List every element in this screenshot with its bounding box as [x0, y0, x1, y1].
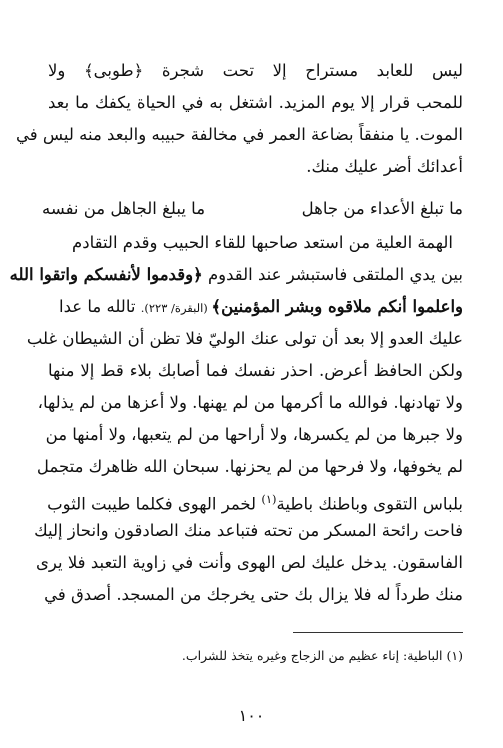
text-line: فاحت رائحة المسكر من تحته فتباعد منك الصادقون وانحاز إليك — [34, 521, 463, 540]
text-line: الفاسقون. يدخل عليك لص الهوى وأنت في زاوية التعبد فلا يرى — [35, 553, 463, 572]
text-line: للمحب قرار إلا يوم المزيد. اشتغل به في الحياة يكفك ما بعد — [48, 93, 463, 112]
text-line: ولا جبرها من لم يكسرها، ولا أراحها من لم يتعبها، ولا أمنها من — [45, 425, 463, 444]
verse-right-hemistich: ما تبلغ الأعداء من جاهل — [301, 199, 463, 218]
text-line — [9, 260, 463, 290]
footnote-divider — [293, 632, 463, 633]
text-line: ليس للعابد مستراح إلا تحت شجرة ﴿طوبى﴾ ولا — [48, 61, 463, 80]
quran-verse: واعلموا أنكم ملاقوه وبشر المؤمنين﴾ — [211, 297, 463, 316]
text-line: ولا تهادنها. فوالله ما أكرمها من لم يهنها. ولا أعزها من لم يذلها، — [37, 393, 463, 412]
text-line: لم يخوفها، ولا فرحها من لم يحزنها. سبحان الله ظاهرك متجمل — [36, 457, 463, 476]
text-line: منك طرداً له فلا يزال بك حتى يخرجك من المسجد. أصدق في — [44, 585, 463, 604]
quran-verse: ﴿وقدموا لأنفسكم واتقوا الله — [9, 265, 203, 284]
text-line: الموت. يا منفقاً بضاعة العمر في مخالفة حبيبه والبعد منه ليس في — [15, 125, 463, 144]
text-line — [48, 292, 463, 322]
text-run: تالله ما عدا — [59, 297, 141, 316]
text-run: بين يدي الملتقى فاستبشر عند القدوم — [202, 265, 463, 284]
text-run: لخمر الهوى فكلما طيبت الثوب — [47, 494, 262, 514]
footnote: (١) الباطية: إناء عظيم من الزجاج وغيره يتخذ للشراب. — [181, 648, 463, 663]
text-line — [48, 484, 463, 514]
text-run: بلباس التقوى وباطنك باطية — [276, 494, 463, 514]
text-line: الهمة العلية من استعد صاحبها للقاء الحبيب وقدم التقادم — [72, 233, 453, 252]
text-line: ولكن الحافظ أعرض. احذر نفسك فما أصابك بلاء قط إلا منها — [48, 361, 463, 380]
text-line: عليك العدو إلا بعد أن تولى عنك الوليّ فلا تظن أن الشيطان غلب — [26, 329, 463, 348]
page-number: ١٠٠ — [238, 706, 265, 725]
footnote-marker: (١) — [261, 492, 277, 506]
verse-left-hemistich: ما يبلغ الجاهل من نفسه — [42, 199, 206, 218]
verse-reference: (البقرة/ ٢٢٣). — [140, 301, 212, 315]
text-line: أعدائك أضر عليك منك. — [306, 157, 463, 176]
